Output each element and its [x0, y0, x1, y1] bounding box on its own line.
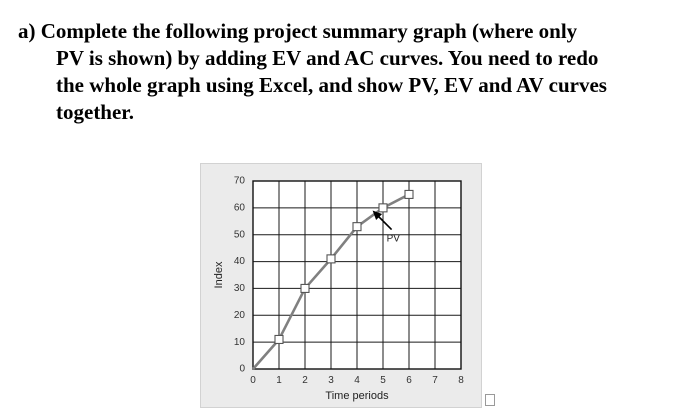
- x-tick-label-3: 3: [328, 375, 334, 386]
- question-line-4: together.: [56, 100, 134, 124]
- x-tick-label-1: 1: [276, 375, 282, 386]
- x-tick-label-4: 4: [354, 375, 360, 386]
- question-line-3: the whole graph using Excel, and show PV, EV and AV curves: [56, 73, 607, 97]
- y-tick-label-0: 0: [239, 363, 245, 375]
- data-point-marker: [379, 204, 387, 212]
- x-tick-label-6: 6: [406, 375, 412, 386]
- data-point-marker: [327, 255, 335, 263]
- x-tick-label-7: 7: [432, 375, 438, 386]
- project-summary-figure: [200, 163, 482, 408]
- x-tick-label-2: 2: [302, 375, 308, 386]
- x-tick-label-5: 5: [380, 375, 386, 386]
- y-axis-title: Index: [212, 261, 225, 289]
- y-tick-label-70: 70: [233, 175, 245, 187]
- x-axis-title: Time periods: [325, 390, 389, 402]
- empty-checkbox: [485, 394, 495, 406]
- data-point-marker: [405, 190, 413, 198]
- data-point-marker: [301, 284, 309, 292]
- y-tick-label-50: 50: [233, 229, 245, 241]
- y-tick-label-60: 60: [233, 202, 245, 214]
- question-line-1: a) Complete the following project summary graph (where only: [18, 19, 578, 43]
- y-tick-label-40: 40: [233, 256, 245, 268]
- y-tick-label-20: 20: [233, 309, 245, 321]
- question-text: [18, 18, 694, 126]
- y-tick-label-30: 30: [233, 283, 245, 295]
- y-tick-label-10: 10: [233, 336, 245, 348]
- project-summary-chart: [201, 164, 483, 409]
- data-point-marker: [353, 223, 361, 231]
- annotation-label: PV: [386, 233, 400, 245]
- x-tick-label-8: 8: [458, 375, 464, 386]
- question-line-2: PV is shown) by adding EV and AC curves. You need to redo: [56, 46, 599, 70]
- data-point-marker: [275, 335, 283, 343]
- x-tick-label-0: 0: [250, 375, 256, 386]
